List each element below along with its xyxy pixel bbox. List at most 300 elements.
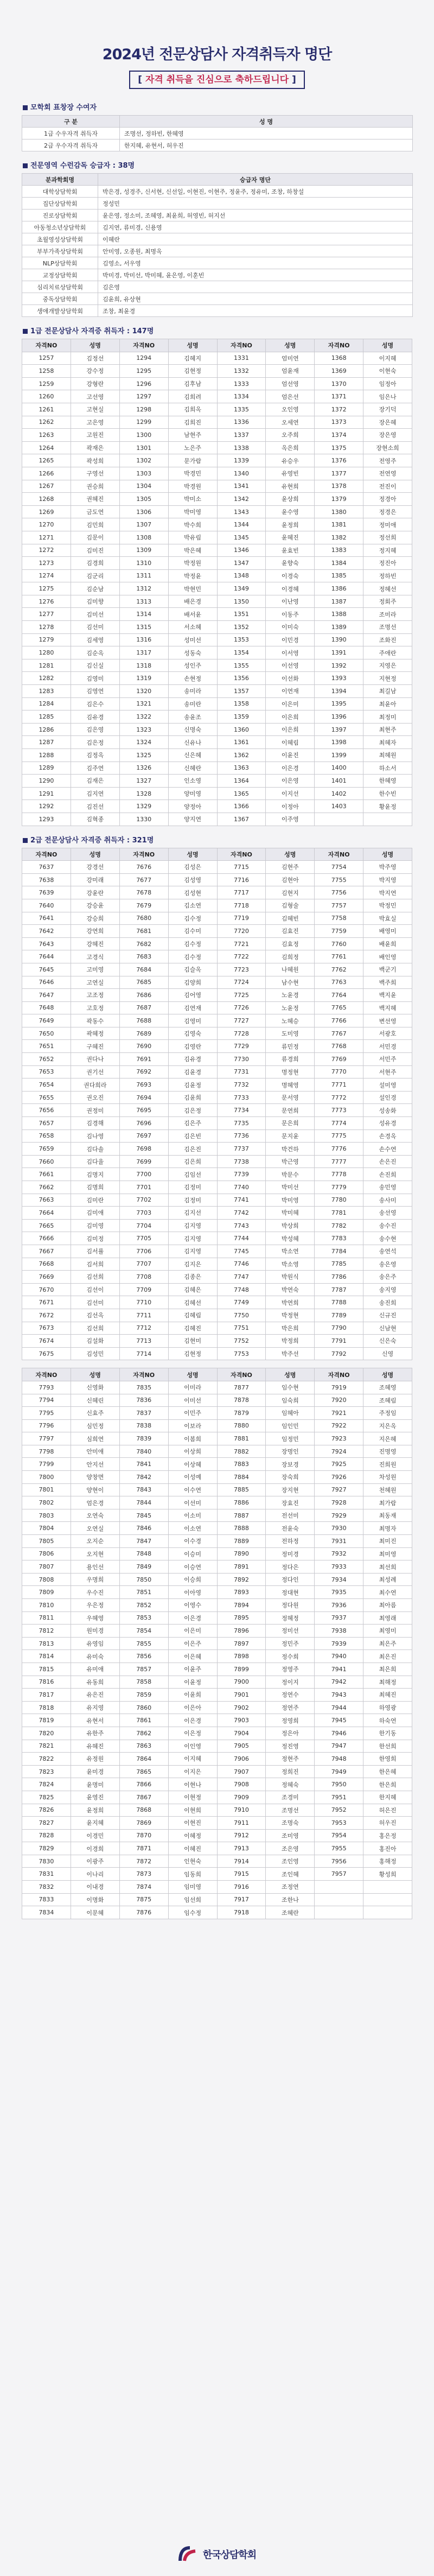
- table-row: [22, 281, 413, 293]
- cert-number: 7883: [217, 1458, 266, 1471]
- holder-name: 전진이: [363, 480, 412, 493]
- holder-name: 송수진: [363, 1219, 412, 1232]
- holder-name: 박원식: [266, 1271, 315, 1284]
- cert-number: 1271: [22, 531, 71, 544]
- holder-name: 김어영: [168, 989, 217, 1002]
- cert-number: 1399: [315, 749, 363, 762]
- holder-name: 우혜영: [71, 1611, 119, 1625]
- cert-number: 7673: [22, 1322, 71, 1335]
- holder-name: 정대현: [266, 1586, 315, 1599]
- cert-number: 1324: [119, 736, 168, 749]
- cert-number: 7933: [315, 1560, 363, 1573]
- table-row: [22, 1817, 412, 1830]
- table-row: [22, 1117, 412, 1130]
- holder-name: 송선영: [363, 1207, 412, 1220]
- holder-name: 오세연: [266, 416, 315, 429]
- cert-number: 7806: [22, 1547, 71, 1560]
- holder-name: 서민경: [363, 1040, 412, 1053]
- holder-name: 도미영: [266, 1027, 315, 1040]
- holder-name: 유혜진: [71, 1740, 119, 1753]
- holder-name: 김선이: [71, 1283, 119, 1296]
- holder-name: 이경희: [71, 1842, 119, 1855]
- holder-name: 이은희: [266, 710, 315, 724]
- holder-name: 인현숙: [168, 1855, 217, 1868]
- table-row: [22, 210, 413, 221]
- holder-name: 천혜원: [363, 1483, 412, 1496]
- table-row: [22, 1765, 412, 1778]
- cert-number: 7642: [22, 925, 71, 938]
- cert-number: 1333: [217, 377, 266, 390]
- cert-number: 7812: [22, 1625, 71, 1638]
- holder-name: 지영은: [363, 659, 412, 672]
- table-row: [22, 800, 412, 813]
- holder-name: 이승희: [168, 1573, 217, 1586]
- cert-number: 7886: [217, 1496, 266, 1509]
- holder-name: 강형란: [71, 377, 119, 390]
- table-row: [22, 531, 412, 544]
- cert-number: 7639: [22, 886, 71, 899]
- col-header-no: 자격NO: [22, 339, 71, 352]
- table-row: [22, 899, 412, 912]
- holder-name: 정진아: [363, 557, 412, 570]
- holder-name: 신은혜: [168, 749, 217, 762]
- cert-number: 7939: [315, 1637, 363, 1650]
- cert-number: 7737: [217, 1143, 266, 1156]
- cert-number: 7846: [119, 1522, 168, 1535]
- holder-name: 김정미: [168, 1194, 217, 1207]
- holder-name: 정경아: [363, 493, 412, 506]
- holder-name: 김윤경: [168, 1065, 217, 1078]
- cert-number: 7709: [119, 1283, 168, 1296]
- footer: [0, 2533, 434, 2576]
- holder-name: 강승희: [71, 912, 119, 925]
- table-row: [22, 569, 412, 582]
- row-label: 부부가족상담학회: [22, 245, 98, 257]
- holder-name: 한은희: [363, 1778, 412, 1791]
- cert-number: 7738: [217, 1155, 266, 1168]
- cert-number: 1367: [217, 813, 266, 826]
- holder-name: 임정민: [266, 1432, 315, 1445]
- holder-name: 고경식: [71, 950, 119, 963]
- cert-number: 7755: [315, 873, 363, 886]
- cert-number: 7831: [22, 1868, 71, 1881]
- holder-name: 노혜승: [266, 1014, 315, 1027]
- cert-number: 7721: [217, 937, 266, 950]
- holder-name: 김현미: [168, 1335, 217, 1348]
- cert-number: 7944: [315, 1701, 363, 1714]
- cert-number: 7777: [315, 1155, 363, 1168]
- col-header-no: 자격NO: [315, 1368, 363, 1381]
- cert-number: 1266: [22, 467, 71, 480]
- cert-number: 1280: [22, 646, 71, 659]
- holder-name: 노은주: [168, 441, 217, 454]
- holder-name: 장은영: [363, 429, 412, 442]
- holder-name: 박문수: [266, 1168, 315, 1181]
- holder-name: 최혜원: [363, 749, 412, 762]
- cert-number: 1307: [119, 518, 168, 531]
- cert-number: 7856: [119, 1650, 168, 1663]
- holder-name: 이정아: [266, 800, 315, 813]
- cert-number: 7905: [217, 1740, 266, 1753]
- cert-number: 1332: [217, 365, 266, 378]
- cert-number: 7816: [22, 1676, 71, 1689]
- table-row: [22, 762, 412, 775]
- holder-name: 김순옥: [71, 646, 119, 659]
- holder-name: 장숙희: [266, 1471, 315, 1484]
- table-row: [22, 1245, 412, 1258]
- cert-number: 7807: [22, 1560, 71, 1573]
- cert-number: 7928: [315, 1496, 363, 1509]
- holder-name: 남현주: [168, 429, 217, 442]
- holder-name: 진명영: [363, 1445, 412, 1458]
- holder-name: 김현정: [168, 1347, 217, 1360]
- cert-number: 1298: [119, 403, 168, 416]
- cert-number: 7900: [217, 1676, 266, 1689]
- holder-name: 배서윤: [168, 608, 217, 621]
- cert-number: 7730: [217, 1053, 266, 1066]
- holder-name: 정현주: [266, 1753, 315, 1766]
- cert-number: 1311: [119, 569, 168, 582]
- col-header-no: 자격NO: [217, 848, 266, 861]
- table-row: [22, 1207, 412, 1220]
- cert-number: 7746: [217, 1258, 266, 1271]
- table-row: [22, 873, 412, 886]
- cert-number: 7821: [22, 1740, 71, 1753]
- holder-name: 조혜란: [266, 1906, 315, 1919]
- holder-name: 김영미: [168, 1014, 217, 1027]
- holder-name: 고연실: [71, 976, 119, 989]
- holder-name: 엄미연: [266, 352, 315, 365]
- cert-number: 1355: [217, 659, 266, 672]
- cert-number: 1374: [315, 429, 363, 442]
- holder-name: 인소영: [168, 775, 217, 788]
- holder-name: 김연재: [168, 1001, 217, 1014]
- cert-number: 7825: [22, 1791, 71, 1804]
- cert-number: 1364: [217, 775, 266, 788]
- cert-number: 7761: [315, 950, 363, 963]
- holder-name: 김소연: [168, 899, 217, 912]
- col-header-name: 성명: [266, 848, 315, 861]
- cert-number: 7750: [217, 1309, 266, 1322]
- holder-name: 신남현: [363, 1322, 412, 1335]
- cert-number: 7871: [119, 1842, 168, 1855]
- cert-number: 1270: [22, 518, 71, 531]
- table-row: [22, 1181, 412, 1194]
- table-row: [22, 1625, 412, 1638]
- holder-name: 이선화: [266, 672, 315, 685]
- holder-name: 문가람: [168, 454, 217, 467]
- cert-number: [315, 813, 363, 826]
- cert-number: 7801: [22, 1483, 71, 1496]
- holder-name: 조화진: [363, 633, 412, 646]
- table-row: [22, 1407, 412, 1420]
- holder-name: 정영주: [266, 1663, 315, 1676]
- cert-number: 1272: [22, 544, 71, 557]
- holder-name: 정경은: [363, 505, 412, 518]
- holder-name: 김슬옥: [168, 963, 217, 976]
- holder-name: 강연희: [71, 925, 119, 938]
- holder-name: 이은미: [168, 1625, 217, 1638]
- cert-number: 1313: [119, 595, 168, 608]
- cert-number: 7734: [217, 1104, 266, 1117]
- holder-name: 정미선: [266, 1625, 315, 1638]
- col-header-no: 자격NO: [119, 339, 168, 352]
- row-label: 심리치료상담학회: [22, 281, 98, 293]
- holder-name: 성송화: [363, 1104, 412, 1117]
- cert-number: 7819: [22, 1714, 71, 1727]
- table-row: [22, 352, 412, 365]
- cert-number: 7756: [315, 886, 363, 899]
- holder-name: 김은빈: [168, 1130, 217, 1143]
- header: [0, 0, 434, 97]
- holder-name: 이민경: [266, 633, 315, 646]
- table-row: [22, 937, 412, 950]
- cert-number: 7677: [119, 873, 168, 886]
- cert-number: 1388: [315, 608, 363, 621]
- cert-number: 7884: [217, 1471, 266, 1484]
- holder-name: 김수미: [168, 925, 217, 938]
- cert-number: 7696: [119, 1117, 168, 1130]
- holder-name: 고조정: [71, 989, 119, 1002]
- holder-name: 박미혜: [266, 1207, 315, 1220]
- table-row: [22, 1547, 412, 1560]
- row-label: 2급 우수자격 취득자: [22, 139, 120, 151]
- cert-number: 7922: [315, 1419, 363, 1432]
- cert-number: [315, 1906, 363, 1919]
- row-label: 생애개발상담학회: [22, 305, 98, 317]
- cert-number: 7713: [119, 1335, 168, 1348]
- cert-number: 1390: [315, 633, 363, 646]
- holder-name: 홍진아: [363, 1842, 412, 1855]
- row-names: 김지연, 류미경, 신용영: [98, 221, 413, 233]
- cert-number: 7867: [119, 1791, 168, 1804]
- cert-number: 7765: [315, 1001, 363, 1014]
- table-row: [22, 1130, 412, 1143]
- holder-name: 조명선: [363, 621, 412, 634]
- cert-number: 1393: [315, 672, 363, 685]
- cert-number: 7647: [22, 989, 71, 1002]
- holder-name: 이현정: [168, 1791, 217, 1804]
- cert-number: 7683: [119, 950, 168, 963]
- table-row: [22, 245, 413, 257]
- cert-number: 7946: [315, 1727, 363, 1740]
- holder-name: 임미영: [168, 1881, 217, 1894]
- holder-name: 박경원: [168, 480, 217, 493]
- cert-number: 7657: [22, 1117, 71, 1130]
- table-row: [22, 493, 412, 506]
- row-names: 김윤희, 유상현: [98, 293, 413, 305]
- cert-number: 1385: [315, 569, 363, 582]
- cert-number: 7788: [315, 1296, 363, 1309]
- holder-name: 김후남: [168, 377, 217, 390]
- table-row: [22, 1027, 412, 1040]
- holder-name: 엄선영: [266, 377, 315, 390]
- cert-number: 1341: [217, 480, 266, 493]
- holder-name: 성인주: [168, 659, 217, 672]
- table-row: [22, 1689, 412, 1702]
- cert-number: 1395: [315, 697, 363, 710]
- holder-name: 박미선: [266, 1181, 315, 1194]
- cert-number: 1352: [217, 621, 266, 634]
- holder-name: 이지혜: [168, 1753, 217, 1766]
- cert-number: 7780: [315, 1194, 363, 1207]
- holder-name: [363, 1881, 412, 1894]
- table-row: [22, 976, 412, 989]
- cert-number: 7943: [315, 1689, 363, 1702]
- holder-name: 전영주: [363, 454, 412, 467]
- cert-number: 7839: [119, 1432, 168, 1445]
- cert-number: 7835: [119, 1381, 168, 1394]
- holder-name: 정회주: [363, 595, 412, 608]
- holder-name: 신혜린: [71, 1394, 119, 1407]
- holder-name: 지은옥: [363, 1419, 412, 1432]
- cert-number: 7868: [119, 1804, 168, 1817]
- holder-name: 정수희: [266, 1650, 315, 1663]
- table-row: [22, 403, 412, 416]
- holder-name: 김주연: [71, 762, 119, 775]
- cert-number: 7894: [217, 1599, 266, 1612]
- holder-name: 이은아: [168, 1701, 217, 1714]
- cert-number: 1396: [315, 710, 363, 724]
- cert-number: 1306: [119, 505, 168, 518]
- cert-number: 7720: [217, 925, 266, 938]
- holder-name: 김희려: [168, 390, 217, 403]
- row-label: 중독상담학회: [22, 293, 98, 305]
- holder-name: 박미영: [168, 505, 217, 518]
- holder-name: 조혜영: [363, 1381, 412, 1394]
- holder-name: 최현주: [363, 723, 412, 736]
- cert-number: 7898: [217, 1650, 266, 1663]
- table-row: [22, 1143, 412, 1156]
- row-label: 진로상담학회: [22, 210, 98, 221]
- promotion-table: [22, 173, 413, 317]
- holder-name: 김선옥: [71, 1309, 119, 1322]
- cert-number: 7768: [315, 1040, 363, 1053]
- cert-number: 7932: [315, 1547, 363, 1560]
- cert-number: 7847: [119, 1535, 168, 1548]
- cert-number: 7778: [315, 1168, 363, 1181]
- cert-number: 7784: [315, 1245, 363, 1258]
- col-header: 성 명: [120, 116, 413, 128]
- holder-name: 양정아: [168, 800, 217, 813]
- cert-number: 1391: [315, 646, 363, 659]
- cert-number: 7914: [217, 1855, 266, 1868]
- holder-name: 김효진: [266, 925, 315, 938]
- cert-number: 7775: [315, 1130, 363, 1143]
- cert-number: 1334: [217, 390, 266, 403]
- cert-number: 7674: [22, 1335, 71, 1348]
- cert-number: 7672: [22, 1309, 71, 1322]
- holder-name: 정혜선: [363, 582, 412, 595]
- cert-number: 1258: [22, 365, 71, 378]
- cert-number: 7833: [22, 1893, 71, 1906]
- holder-name: 고미영: [71, 963, 119, 976]
- holder-name: 김수정: [168, 937, 217, 950]
- table-row: [22, 1014, 412, 1027]
- holder-name: 손경옥: [363, 1130, 412, 1143]
- cert-number: 7814: [22, 1650, 71, 1663]
- cert-number: 1274: [22, 569, 71, 582]
- holder-name: 이은미: [266, 697, 315, 710]
- holder-name: 김성은: [168, 861, 217, 874]
- table-row: [22, 1650, 412, 1663]
- holder-name: 이미선: [168, 1394, 217, 1407]
- level2-table-a: [22, 848, 412, 1361]
- holder-name: 이지선: [266, 787, 315, 800]
- col-header-no: 자격NO: [119, 1368, 168, 1381]
- cert-number: 1400: [315, 762, 363, 775]
- holder-name: 홍은정: [363, 1829, 412, 1842]
- holder-name: 정지혜: [363, 544, 412, 557]
- cert-number: 1321: [119, 697, 168, 710]
- cert-number: 1402: [315, 787, 363, 800]
- holder-name: 이지은: [168, 1765, 217, 1778]
- cert-number: 1261: [22, 403, 71, 416]
- holder-name: 김현주: [266, 861, 315, 874]
- cert-number: 1290: [22, 775, 71, 788]
- cert-number: 7742: [217, 1207, 266, 1220]
- cert-number: 7936: [315, 1599, 363, 1612]
- holder-name: 김세영: [71, 633, 119, 646]
- holder-name: 임은나: [363, 390, 412, 403]
- holder-name: 이은경: [266, 762, 315, 775]
- holder-name: 최혜진: [363, 1689, 412, 1702]
- holder-name: 서현주: [363, 1065, 412, 1078]
- cert-number: 7789: [315, 1309, 363, 1322]
- table-row: [22, 1232, 412, 1245]
- cert-number: 7862: [119, 1727, 168, 1740]
- cert-number: 1260: [22, 390, 71, 403]
- cert-number: 1350: [217, 595, 266, 608]
- cert-number: 7820: [22, 1727, 71, 1740]
- holder-name: 신유나: [168, 736, 217, 749]
- holder-name: 김양희: [168, 976, 217, 989]
- holder-name: 명혜영: [266, 1078, 315, 1092]
- table-row: [22, 416, 412, 429]
- table-row: [22, 441, 412, 454]
- table-row: [22, 377, 412, 390]
- cert-number: 7957: [315, 1868, 363, 1881]
- holder-name: 문연희: [266, 1104, 315, 1117]
- section-title: 1급 전문상담사 자격증 취득자 : 147명: [22, 325, 412, 339]
- cert-number: 1291: [22, 787, 71, 800]
- cert-number: 1349: [217, 582, 266, 595]
- holder-name: 윤상희: [266, 493, 315, 506]
- holder-name: 유지영: [71, 1701, 119, 1714]
- holder-name: 이경혜: [266, 582, 315, 595]
- cert-number: 7718: [217, 899, 266, 912]
- cert-number: 1257: [22, 352, 71, 365]
- holder-name: 권혜진: [71, 493, 119, 506]
- holder-name: 김혜빈: [266, 912, 315, 925]
- holder-name: 이현숙: [363, 365, 412, 378]
- cert-number: 7682: [119, 937, 168, 950]
- cert-number: 1366: [217, 800, 266, 813]
- holder-name: 곽혜정: [71, 1027, 119, 1040]
- cert-number: 1389: [315, 621, 363, 634]
- holder-name: 김임선: [168, 1168, 217, 1181]
- holder-name: 이난영: [266, 595, 315, 608]
- holder-name: 장명인: [266, 1445, 315, 1458]
- holder-name: 배인영: [363, 950, 412, 963]
- cert-number: 7823: [22, 1765, 71, 1778]
- holder-name: 김수정: [168, 912, 217, 925]
- holder-name: 최선희: [363, 1560, 412, 1573]
- holder-name: 김현정: [168, 365, 217, 378]
- holder-name: 이영수: [168, 1599, 217, 1612]
- cert-number: 7899: [217, 1663, 266, 1676]
- cert-number: 7646: [22, 976, 71, 989]
